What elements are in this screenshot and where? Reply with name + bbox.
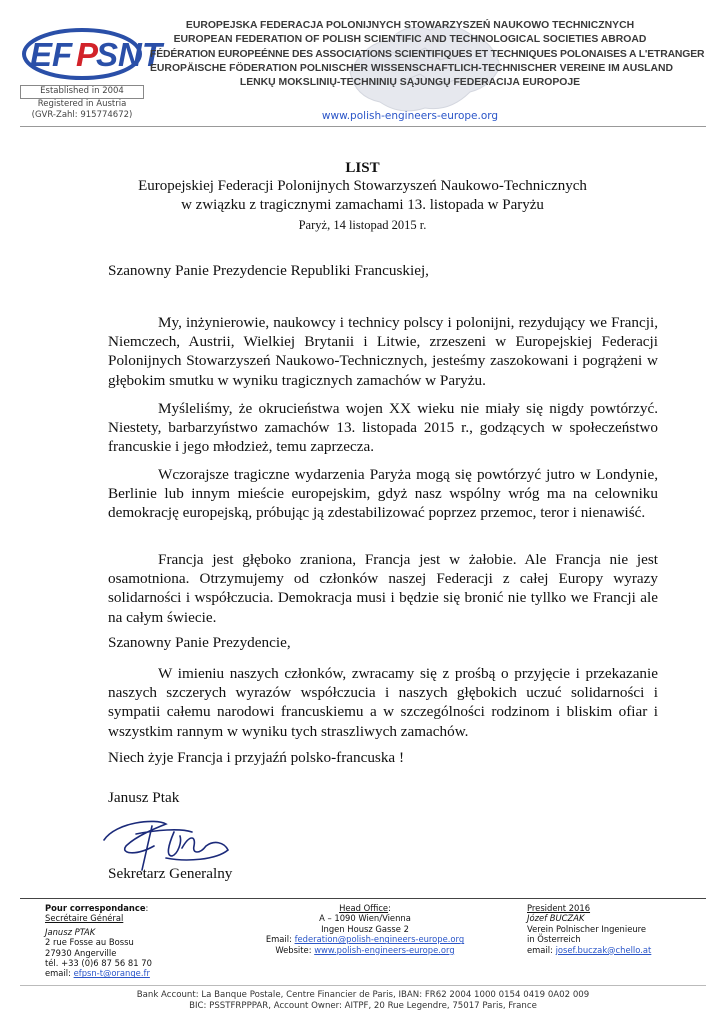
head-office-city: A – 1090 Wien/Vienna xyxy=(319,913,411,924)
signer-name: Janusz Ptak xyxy=(108,789,180,806)
org-name-de: EUROPÄISCHE FÖDERATION POLNISCHER WISSENSCHAFTLICH-TECHNISCHER VEREINE IM AUSLAND xyxy=(150,62,674,74)
president-heading: President 2016 xyxy=(527,903,591,913)
registered-country: Registered in Austria xyxy=(37,98,127,109)
president-country: in Österreich xyxy=(527,934,581,945)
paragraph-1 xyxy=(108,313,658,390)
footer-head-office xyxy=(230,903,500,955)
svg-text:EF: EF xyxy=(30,36,73,73)
president-name: Józef BUCZAK xyxy=(527,913,585,924)
correspondence-colon: : xyxy=(145,903,149,913)
paragraph-4 xyxy=(108,550,658,627)
paragraph-3 xyxy=(108,465,658,523)
head-office-web-label: Website: xyxy=(275,944,315,955)
bank-divider xyxy=(20,985,706,986)
correspondence-name: Janusz PTAK xyxy=(45,926,96,937)
place-date: Paryż, 14 listopad 2015 r. xyxy=(298,218,427,232)
head-office-heading: Head Office xyxy=(339,903,389,913)
org-name-en: EUROPEAN FEDERATION OF POLISH SCIENTIFIC AND TECHNOLOGICAL SOCIETIES ABROAD xyxy=(173,34,647,46)
organization-names xyxy=(150,19,705,90)
footer-divider xyxy=(20,898,706,899)
signer-title: Sekretarz Generalny xyxy=(108,865,233,882)
salutation-2: Szanowny Panie Prezydencie, xyxy=(108,634,291,651)
salutation: Szanowny Panie Prezydencie Republiki Francuskiej, xyxy=(108,262,429,279)
paragraph-5-text: W imieniu naszych członków, zwracamy się z prośbą o przyjęcie i przekazanie naszych szczerych wyrazów współczucia i naszych głębokich uczuć solidarności i sympatii całemu narodowi francuskiemu a w szczególności rodzinom i bliskim ofiar i wszystkim rannym w wyniku tych straszliwych zamachów. xyxy=(108,665,658,740)
head-office-street: Ingen Housz Gasse 2 xyxy=(321,923,409,934)
head-office-email-link[interactable]: federation@polish-engineers-europe.org xyxy=(294,934,465,945)
header-website-link[interactable]: www.polish-engineers-europe.org xyxy=(321,110,499,122)
header-divider xyxy=(20,126,706,127)
paragraph-5 xyxy=(108,664,658,741)
efpsnt-logo xyxy=(20,22,162,84)
correspondence-street: 2 rue Fosse au Bossu xyxy=(45,937,134,948)
president-email-link[interactable]: josef.buczak@chello.at xyxy=(555,944,652,955)
closing-line: Niech żyje Francja i przyjaźń polsko-francuska ! xyxy=(108,749,405,766)
org-name-fr: FÉDÉRATION EUROPEÉNNE DES ASSOCIATIONS SCIENTIFIQUES ET TECHNIQUES POLONAISES A L'ETRANGER xyxy=(150,48,705,60)
paragraph-2 xyxy=(108,399,658,457)
paragraph-4-text: Francja jest głęboko zraniona, Francja jest w żałobie. Ale Francja nie jest osamotniona. Otrzymujemy od członków naszej Federacji z całej Europy wyrazy solidarności i współczucia. Demokracja musi i będzie się bronić nie tyllko we Francji ale na całym świecie. xyxy=(108,551,658,626)
correspondence-email-label: email: xyxy=(45,968,74,979)
correspondence-city: 27930 Angerville xyxy=(45,947,117,958)
svg-text:SNT: SNT xyxy=(96,36,162,73)
org-name-lt: LENKŲ MOKSLINIŲ-TECHNINIŲ SĄJUNGŲ FEDERACIJA EUROPOJE xyxy=(239,77,581,89)
correspondence-role: Secrétaire Général xyxy=(45,913,124,924)
president-email-label: email: xyxy=(527,944,556,955)
head-office-website-link[interactable]: www.polish-engineers-europe.org xyxy=(314,944,455,955)
bank-account: Bank Account: La Banque Postale, Centre Financier de Paris, IBAN: FR62 2004 1000 0154 0419 0A02 009 xyxy=(136,990,590,1000)
letter-heading: LIST xyxy=(345,160,380,176)
letter-subtitle-1: Europejskiej Federacji Polonijnych Stowarzyszeń Naukowo-Technicznych xyxy=(138,178,587,194)
establishment-info xyxy=(20,85,144,122)
svg-text:P: P xyxy=(76,36,99,73)
correspondence-heading: Pour correspondance xyxy=(45,903,146,913)
footer-president xyxy=(527,903,651,955)
president-org: Verein Polnischer Ingenieure xyxy=(527,923,647,934)
bank-bic: BIC: PSSTFRPPPAR, Account Owner: AITPF, 20 Rue Legendre, 75017 Paris, France xyxy=(189,1001,537,1011)
letter-subtitle-2: w związku z tragicznymi zamachami 13. listopada w Paryżu xyxy=(181,197,544,213)
footer-correspondence xyxy=(45,903,152,979)
paragraph-3-text: Wczorajsze tragiczne wydarzenia Paryża mogą się powtórzyć jutro w Londynie, Berlinie lub innym mieście europejskim, gdyż nasz wspólny wróg ma na celowniku demokrację europejską, próbując ją zdestabilizować poprzez przemoc, teror i nienawiść. xyxy=(108,466,658,522)
paragraph-1-text: My, inżynierowie, naukowcy i technicy polscy i polonijni, rezydujący we Francji, Niemczech, Austrii, Wielkiej Brytanii i Litwie, zrzeszeni w Europejskiej Federacji Polonijnych Stowarzyszeń Naukowo-Technicznych, jesteśmy zaszokowani i pogrążeni w głębokim smutku w wyniku tragicznych zamachów w Paryżu. xyxy=(108,314,658,389)
established-year: Established in 2004 xyxy=(20,85,144,99)
bank-details xyxy=(20,990,706,1012)
correspondence-email-link[interactable]: efpsn-t@orange.fr xyxy=(73,968,150,979)
correspondence-phone: tél. +33 (0)6 87 56 81 70 xyxy=(45,958,152,969)
paragraph-2-text: Myśleliśmy, że okrucieństwa wojen XX wieku nie miały się nigdy powtórzyć. Niestety, barbarzyństwo zamachów 13. listopada 2015 r., godzących w społeczeństwo francuskie i jego młodzież, temu zaprzecza. xyxy=(108,400,658,456)
org-name-pl: EUROPEJSKA FEDERACJA POLONIJNYCH STOWARZYSZEŃ NAUKOWO TECHNICZNYCH xyxy=(185,20,635,31)
registration-number: (GVR-Zahl: 915774672) xyxy=(31,110,133,120)
head-office-colon: : xyxy=(388,903,391,913)
head-office-email-label: Email: xyxy=(265,934,295,945)
